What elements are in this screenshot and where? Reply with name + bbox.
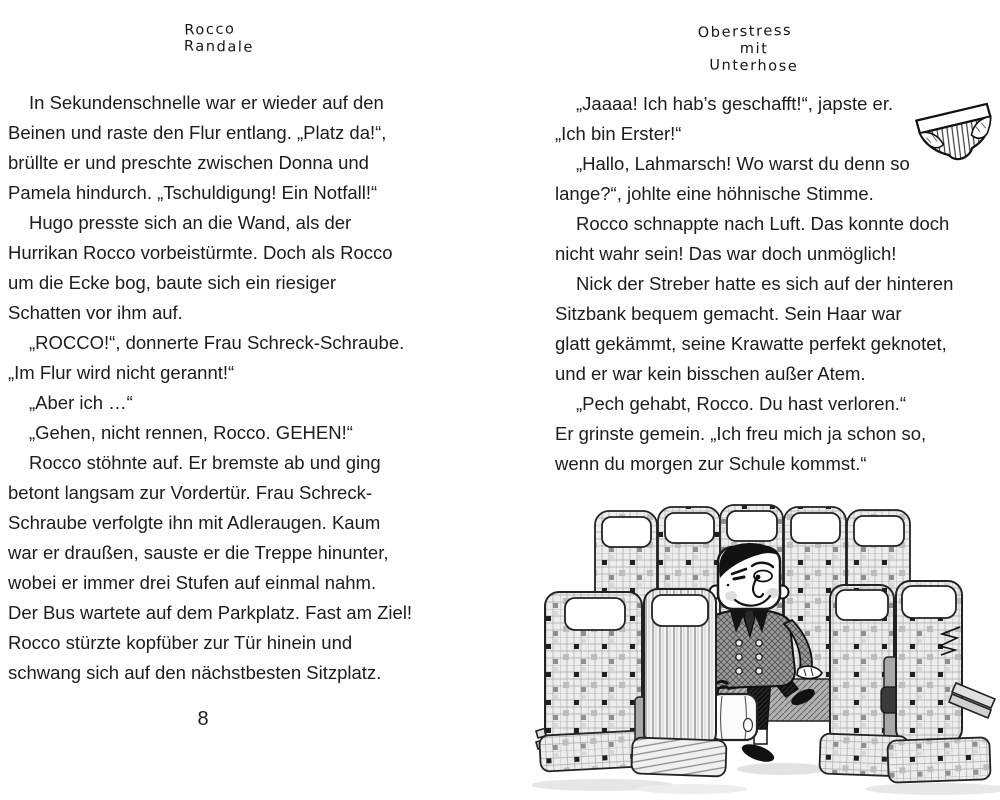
left-text-block [8,88,473,688]
headrest-cover [836,590,888,620]
front-left-seats [536,589,727,777]
text-line: war er draußen, sauste er die Treppe hinunter, [8,542,389,563]
text-line: Beinen und raste den Flur entlang. „Platz da!“, [8,122,387,143]
text-line: „ROCCO!“, donnerte Frau Schreck-Schraube. [29,332,405,353]
text-line: Hugo presste sich an die Wand, als der [29,212,352,233]
bus-scene-illustration [532,497,1000,797]
text-line: betont langsam zur Vordertür. Frau Schreck- [8,482,373,503]
text-line: schwang sich auf den nächstbesten Sitzplatz. [8,662,382,683]
nick-head [710,543,789,609]
text-line: und er war kein bisschen außer Atem. [555,363,866,384]
seat-cushion [539,730,647,771]
right-running-head [675,24,815,75]
text-line: Sitzbank bequem gemacht. Sein Haar war [555,303,902,324]
text-line: Schraube verfolgte ihn mit Adleraugen. Kaum [8,512,381,533]
text-line: „Jaaaa! Ich hab’s geschafft!“, japste er. [576,93,894,114]
text-line: „Gehen, nicht rennen, Rocco. GEHEN!“ [29,422,353,443]
text-line: Nick der Streber hatte es sich auf der hinteren [576,273,954,294]
running-head-line: mit Unterhose [709,40,799,75]
text-line: „Pech gehabt, Rocco. Du hast verloren.“ [576,393,907,414]
bus-scene-svg [532,497,1000,797]
text-line: „Ich bin Erster!“ [555,123,682,144]
text-line: Der Bus wartete auf dem Parkplatz. Fast am Ziel! [8,602,413,623]
underpants-svg [910,96,1000,170]
text-line: „Hallo, Lahmarsch! Wo warst du denn so [576,153,910,174]
text-line: wobei er immer drei Stufen auf einmal nahm. [8,572,377,593]
running-head-line: Oberstress [697,22,793,42]
front-right-seats [819,581,995,783]
underpants-group [915,104,995,164]
left-running-head [150,22,270,56]
text-line: wenn du morgen zur Schule kommst.“ [555,453,867,474]
text-line: lange?“, johlte eine höhnische Stimme. [555,183,874,204]
running-head-line: Randale [183,38,255,56]
headrest-cover [565,598,625,630]
text-line: In Sekundenschnelle war er wieder auf den [29,92,384,113]
seat-cushion [631,737,726,776]
text-line: Rocco stürzte kopfüber zur Tür hinein und [8,632,353,653]
text-line: um die Ecke bog, baute sich ein riesiger [8,272,337,293]
text-line: Er grinste gemein. „Ich freu mich ja schon so, [555,423,927,444]
page-number: 8 [197,708,209,730]
running-head-line: Rocco [184,21,236,39]
text-line: Hurrikan Rocco vorbeistürmte. Doch als Rocco [8,242,393,263]
text-line: „Aber ich …“ [29,392,133,413]
nick-eye-squint [734,577,744,579]
text-line: brüllte er und preschte zwischen Donna und [8,152,369,173]
underpants-illustration [910,96,1000,170]
right-page [500,0,1000,800]
text-line: Rocco schnappte nach Luft. Das konnte doch [576,213,950,234]
text-line: nicht wahr sein! Das war doch unmöglich! [555,243,897,264]
text-line: Rocco stöhnte auf. Er bremste ab und ging [29,452,381,473]
text-line: glatt gekämmt, seine Krawatte perfekt geknotet, [555,333,947,354]
text-line: Pamela hindurch. „Tschuldigung! Ein Notfall!“ [8,182,378,203]
seat-cushion [887,737,990,783]
text-line: Schatten vor ihm auf. [8,302,183,323]
text-line: „Im Flur wird nicht gerannt!“ [8,362,235,383]
headrest-cover [652,595,708,626]
headrest-cover [902,586,956,618]
